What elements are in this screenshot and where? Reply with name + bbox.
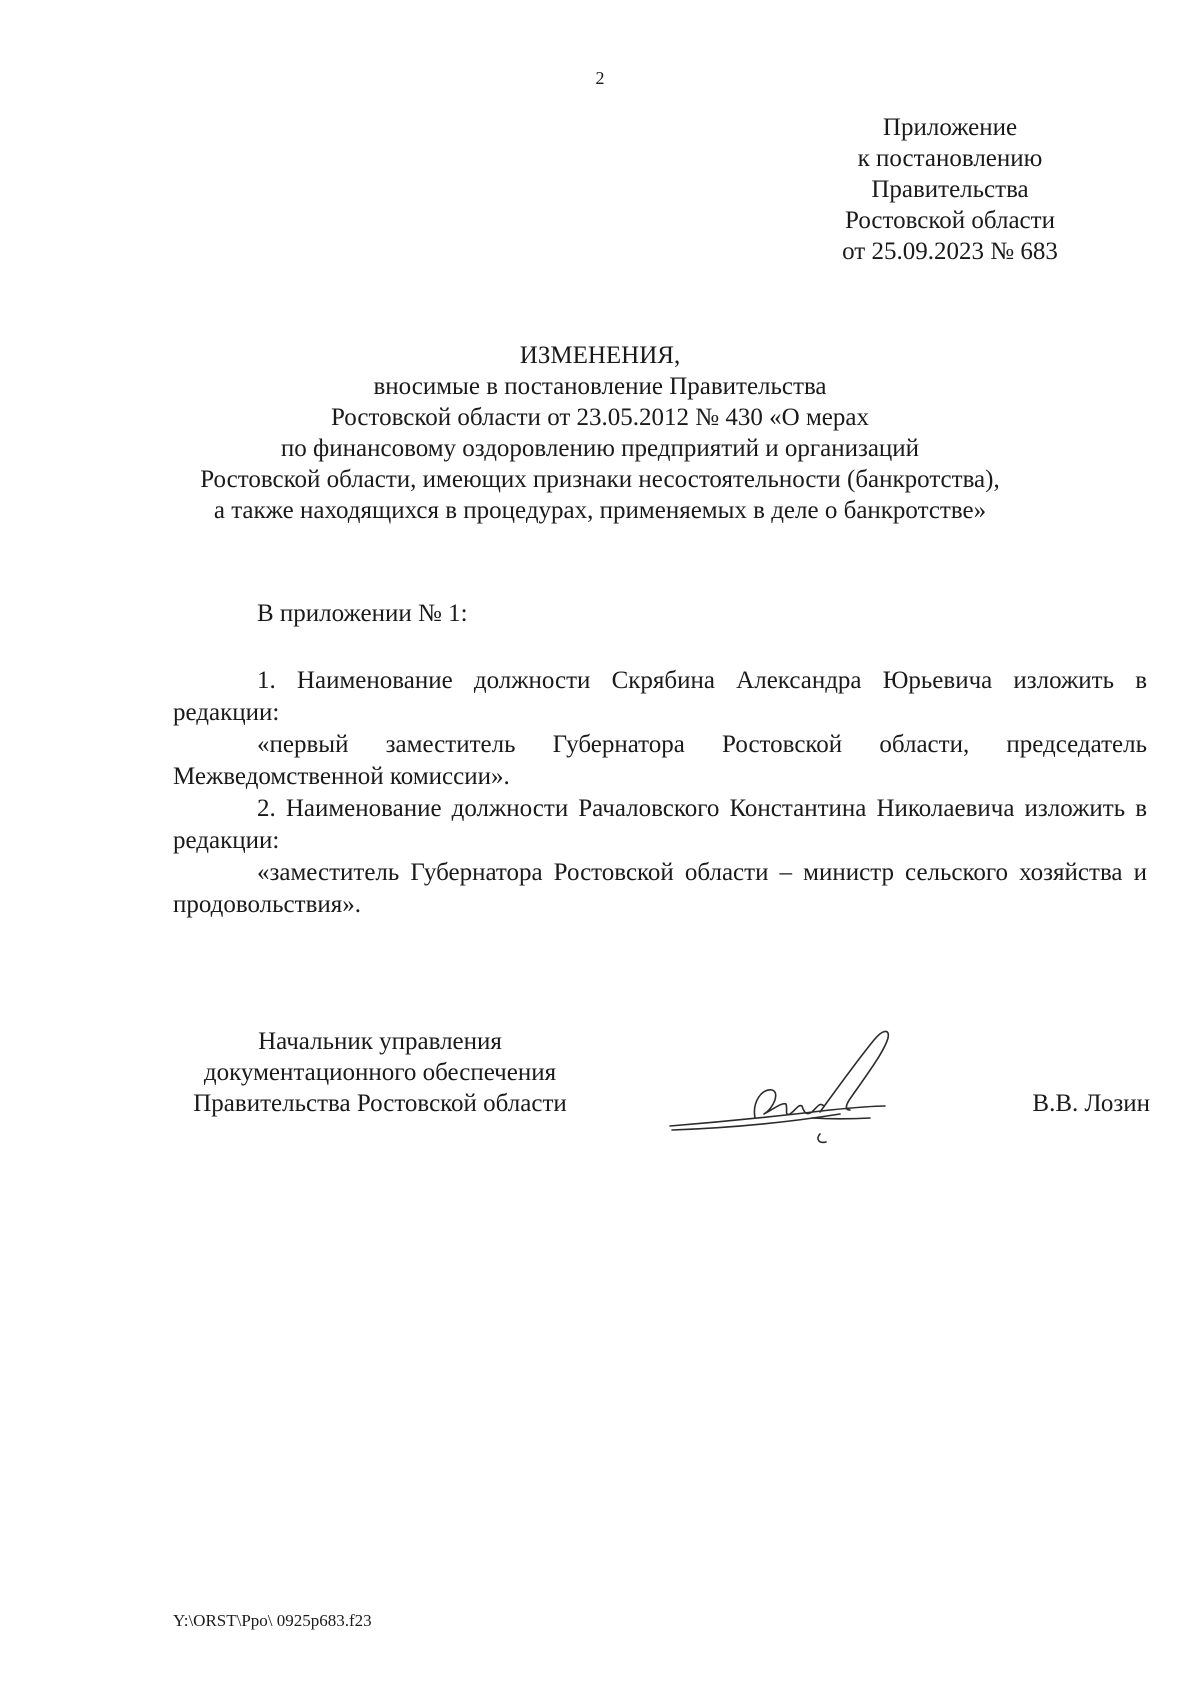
amendment-paragraph: 2. Наименование должности Рачаловского Константина Николаевича изложить в редакции: <box>173 795 1147 854</box>
appendix-line: Ростовской области <box>845 207 1055 234</box>
signatory-title-line: Правительства Ростовской области <box>193 1090 567 1117</box>
appendix-line: Правительства <box>871 176 1029 203</box>
heading-line: а также находящихся в процедурах, применяемых в деле о банкротстве» <box>213 497 987 524</box>
signatory-title-line: Начальник управления <box>258 1028 502 1055</box>
intro-text: В приложении № 1: <box>257 600 468 627</box>
heading-title: ИЗМЕНЕНИЯ, <box>519 342 681 369</box>
signer-name: В.В. Лозин <box>1032 1090 1150 1117</box>
appendix-reference <box>800 112 1100 267</box>
amendment-paragraph: «первый заместитель Губернатора Ростовской области, председатель Межведомственной комиссии». <box>173 731 1147 790</box>
heading-line: по финансовому оздоровлению предприятий и организаций <box>280 435 920 462</box>
signatory-title <box>160 1026 600 1119</box>
signatory-title-line: документационного обеспечения <box>203 1059 557 1086</box>
amendments-body <box>173 665 1147 921</box>
heading-line: Ростовской области, имеющих признаки несостоятельности (банкротства), <box>200 466 1000 493</box>
file-path-footer: Y:\ORST\Ppo\ 0925p683.f23 <box>173 1611 372 1630</box>
appendix-line: к постановлению <box>857 145 1043 172</box>
amendment-paragraph: «заместитель Губернатора Ростовской области – министр сельского хозяйства и продовольствия». <box>173 859 1147 918</box>
document-heading <box>150 340 1050 526</box>
handwritten-signature <box>660 1018 960 1148</box>
appendix-line: Приложение <box>882 114 1018 141</box>
heading-line: Ростовской области от 23.05.2012 № 430 «О мерах <box>331 404 869 431</box>
appendix-line: от 25.09.2023 № 683 <box>842 238 1058 265</box>
page-number: 2 <box>595 68 605 88</box>
heading-line: вносимые в постановление Правительства <box>373 373 827 400</box>
amendment-paragraph: 1. Наименование должности Скрябина Александра Юрьевича изложить в редакции: <box>173 667 1147 726</box>
